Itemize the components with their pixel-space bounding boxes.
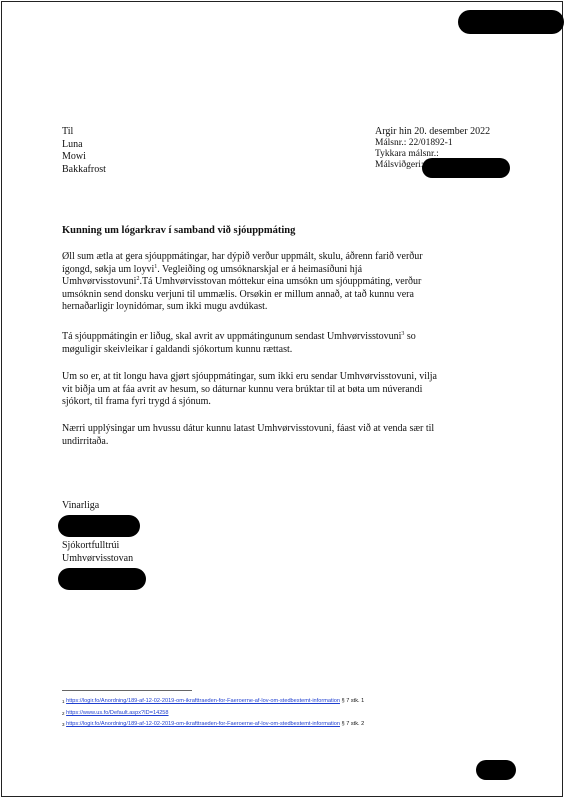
footnote-link[interactable]: https://www.us.fo/Default.aspx?ID=14258: [66, 710, 169, 716]
text-line: umsóknin send donsku verjuni til ummælis. Orsøkin er millum annað, at tað kunnu vera: [62, 288, 414, 300]
recipient-line: Til: [62, 126, 74, 137]
redaction-bottom-right: [476, 760, 516, 780]
text-line: hernaðarligir loynidómar, sum ikki mugu avdúkast.: [62, 301, 268, 313]
text-line: Tá sjóuppmátingin er liðug, skal avrit av uppmátingunum sendast Umhvørvisstovuni$^3$ so: [62, 331, 416, 342]
footnote-3: [62, 721, 364, 728]
text-line: undirritaða.: [62, 435, 109, 447]
letter-date: Argir hin 20. desember 2022: [375, 126, 491, 137]
footnote-number: 1: [62, 699, 65, 704]
footnote-number: 2: [62, 711, 65, 716]
paragraph-4: [62, 423, 512, 448]
paragraph-2: [62, 331, 512, 356]
closing-greeting: Vinarliga: [62, 500, 100, 511]
footnote-link[interactable]: https://logir.fo/Anordning/189-af-12-02-2019-om-ikrafttraeden-for-Faeroerne-af-lov-om-stedbestemt-information: [66, 721, 340, 727]
redaction-top-right: [458, 10, 564, 34]
letter-subject: Kunning um lógarkrav í samband við sjóuppmáting: [62, 225, 296, 236]
text-line: Nærri upplýsingar um hvussu dátur kunnu latast Umhvørvisstovuni, fáast við at venda sær til: [62, 423, 435, 434]
footnote-ref: 1: [154, 263, 158, 270]
text-line: ígongd, søkja um loyvi$^1$. Vegleiðing og umsóknarskjal er á heimasíðuni hjá: [62, 263, 363, 275]
paragraph-3: [62, 371, 512, 409]
footnote-2: [62, 710, 169, 717]
footnote-number: 3: [62, 722, 65, 727]
footnote-1: [62, 698, 364, 705]
text-line: Øll sum ætla at gera sjóuppmátingar, har dýpið verður uppmált, skulu, áðrenn farið verður: [62, 251, 423, 262]
footnote-link[interactable]: https://logir.fo/Anordning/189-af-12-02-2019-om-ikrafttraeden-for-Faeroerne-af-lov-om-stedbestemt-information: [66, 698, 340, 704]
case-handler: Málsviðgeri:: [375, 160, 424, 170]
letter-meta: [375, 126, 490, 171]
recipient-line: Luna: [62, 138, 83, 150]
text-line: sjókort, til frama fyri trygd á sjónum.: [62, 396, 211, 408]
footnote-ref: 2: [136, 276, 140, 283]
recipient-block: [62, 126, 106, 176]
sender-org: Umhvørvisstovan: [62, 553, 134, 564]
redaction-signature: [58, 515, 140, 537]
footnote-ref: 3: [401, 331, 405, 337]
redaction-name: [58, 568, 146, 590]
footnote-ref-text: § 7 stk. 1: [340, 698, 365, 704]
text-line: møguligir skeivleikar í galdandi sjókortum kunnu rættast.: [62, 343, 293, 355]
paragraph-1: [62, 251, 512, 314]
footnote-ref-text: § 7 stk. 2: [340, 721, 365, 727]
case-number: Málsnr.: 22/01892-1: [375, 138, 453, 148]
text-line: Um so er, at tit longu hava gjørt sjóuppmátingar, sum ikki eru sendar Umhvørvisstovuni, vilja: [62, 371, 437, 382]
sender-title: Sjókortfulltrúi: [62, 540, 120, 551]
your-reference: Tykkara málsnr.:: [375, 149, 439, 159]
footnote-separator: [62, 690, 192, 691]
text-line: Umhvørvisstovuni$^2$.Tá Umhvørvisstovan móttekur eina umsókn um sjóuppmáting, verður: [62, 276, 422, 288]
text-line: vit biðja um at fáa avrit av hesum, so dáturnar kunnu vera brúktar til at bøta um núverandi: [62, 383, 423, 395]
recipient-line: Mowi: [62, 151, 86, 162]
recipient-line: Bakkafrost: [62, 163, 106, 175]
